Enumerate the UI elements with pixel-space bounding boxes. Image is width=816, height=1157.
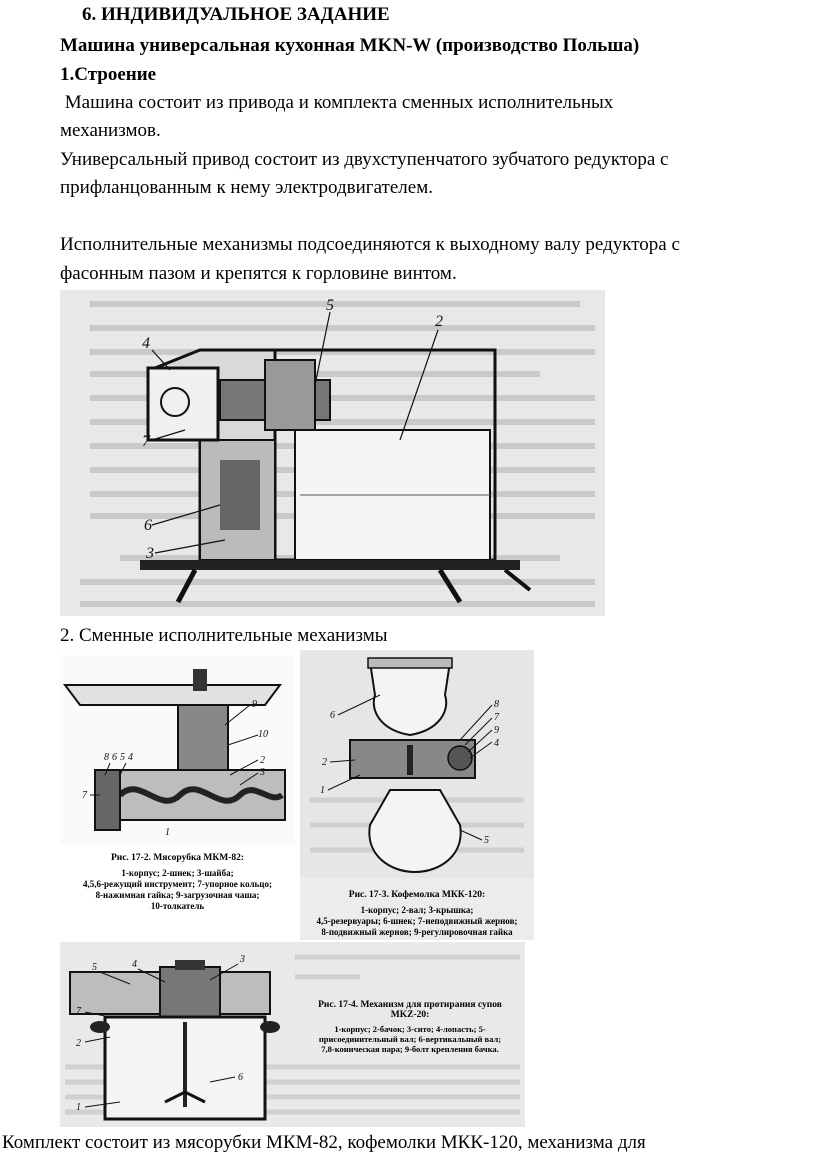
mincer-figure [60,655,295,935]
coffee-caption-title: Рис. 17-3. Кофемолка МКК-120: [348,890,486,900]
mincer-label: 1 [165,827,170,838]
drive-label: 4 [142,335,150,352]
mincer-caption-line: 1-корпус; 2-шнек; 3-шайба; [121,868,234,878]
soup-caption-line: 7,8-коническая пара; 9-болт крепления бачка. [321,1044,499,1054]
mincer-label: 7 [82,790,87,801]
coffee-caption-line: 1-корпус; 2-вал; 3-крышка; [360,905,474,915]
bottom-line: Комплект состоит из мясорубки МКМ-82, кофемолки МКК-120, механизма для [2,1132,646,1153]
cutter-head [95,770,120,830]
mincer-label: 9 [252,699,257,710]
drive-label: 3 [146,545,154,562]
soup-strainer-figure [60,942,525,1127]
coffee-label: 1 [320,785,325,796]
section-title: 6. ИНДИВИДУАЛЬНОЕ ЗАДАНИЕ [82,4,390,25]
coffee-label: 8 [494,699,499,710]
coffee-caption-line: 8-подвижный жернов; 9-регулировочная гайка [321,927,513,937]
soup-caption-line: 1-корпус; 2-бачок; 3-сито; 4-лопасть; 5- [334,1024,486,1034]
pusher [193,669,207,691]
base-frame [140,560,520,570]
soup-label: 2 [76,1038,81,1049]
coffee-label: 7 [494,712,499,723]
mincer-label: 4 [128,752,133,763]
paragraph-1-line-2: механизмов. [60,120,161,141]
paragraph-2-line-2: прифланцованным к нему электродвигателем. [60,177,433,198]
paragraph-2-line-1: Универсальный привод состоит из двухступенчатого зубчатого редуктора с [60,149,669,170]
mincer-label: 5 [120,752,125,763]
adjusting-nut [448,746,472,770]
mincer-caption-line: 8-нажимная гайка; 9-загрузочная чаша; [95,890,260,900]
drive-unit-svg [60,290,605,616]
soup-label: 5 [92,962,97,973]
mincer-label: 10 [258,729,268,740]
soup-label: 6 [238,1072,243,1083]
coffee-grinder-caption [300,890,534,938]
drive-label: 5 [326,297,334,314]
bevel-gear-housing [160,967,220,1022]
soup-caption-line: присоединительный вал; 6-вертикальный вал; [318,1034,502,1044]
soup-strainer-caption [300,1000,520,1054]
coffee-label: 9 [494,725,499,736]
soup-label: 3 [240,954,245,965]
section-2-heading: 2. Сменные исполнительные механизмы [60,625,388,646]
mincer-caption-line: 4,5,6-режущий инструмент; 7-упорное кольцо; [83,879,272,889]
soup-caption-title: Рис. 17-4. Механизм для протирания супов [318,1000,502,1010]
drive-unit-drawing [60,290,605,616]
output-neck [148,368,218,440]
mincer-label: 3 [260,767,265,778]
machine-title: Машина универсальная кухонная MKN-W (производство Польша) [60,35,640,56]
drive-label: 2 [435,313,443,330]
paragraph-3-line-1: Исполнительные механизмы подсоединяются к выходному валу редуктора с [60,234,680,255]
soup-label: 7 [76,1006,81,1017]
soup-label: 4 [132,959,137,970]
mincer-caption [60,853,295,912]
coffee-label: 4 [494,738,499,749]
coffee-grinder-svg [300,650,534,878]
mincer-caption-line: 10-толкатель [150,901,205,911]
coffee-label: 6 [330,710,335,721]
coffee-label: 2 [322,757,327,768]
mincer-svg [60,655,295,845]
paragraph-3-line-2: фасонным пазом и крепятся к горловине винтом. [60,263,457,284]
coffee-label: 5 [484,835,489,846]
gear-stack [220,460,260,530]
coffee-grinder-figure [300,650,534,940]
hopper-lid [368,658,452,668]
mincer-caption-title: Рис. 17-2. Мясорубка МКМ-82: [110,853,245,863]
drive-label: 6 [144,517,152,534]
mincer-label: 2 [260,755,265,766]
soup-label: 1 [76,1102,81,1113]
structure-heading: 1.Строение [60,64,157,85]
soup-caption-subtitle: MKZ-20: [390,1010,430,1020]
lower-reservoir [369,790,460,872]
coffee-caption-line: 4,5-резервуары; 6-шнек; 7-неподвижный жернов; [316,916,518,926]
paragraph-1-line-1: Машина состоит из привода и комплекта сменных исполнительных [60,92,614,113]
drive-label: 7 [142,433,150,450]
loading-tray [65,685,280,705]
mincer-label: 6 [112,752,117,763]
mincer-label: 8 [104,752,109,763]
